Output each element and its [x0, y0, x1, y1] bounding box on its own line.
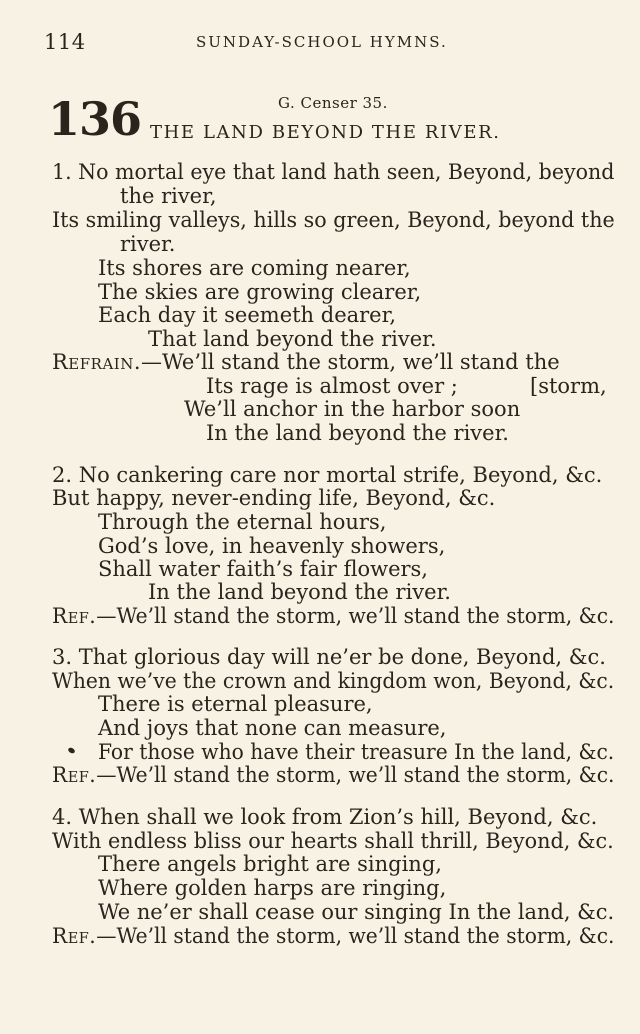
verse-2-line-4: God’s love, in heavenly showers,	[98, 534, 446, 558]
verse-3-refrain	[52, 763, 614, 787]
hymn-title: THE LAND BEYOND THE RIVER.	[150, 122, 501, 143]
refrain-line-3: We’ll anchor in the harbor soon	[184, 397, 521, 421]
refrain-label: Refrain.	[52, 350, 142, 374]
verse-1-line-5: Its shores are coming nearer,	[98, 256, 411, 280]
verse-3-line-5: For those who have their treasure In the land, &c.	[98, 740, 615, 764]
verse-2-line-3: Through the eternal hours,	[98, 510, 387, 534]
ink-blot-mark	[67, 747, 76, 755]
verse-3-line-1: 3. That glorious day will ne’er be done, Beyond, &c.	[52, 645, 606, 669]
verse-3-line-4: And joys that none can measure,	[98, 716, 447, 740]
verse-4-refrain	[52, 924, 614, 948]
verse-1-line-2: the river,	[120, 184, 217, 208]
refrain-line-4: In the land beyond the river.	[206, 421, 509, 445]
verse-4-refrain-label: Ref.	[52, 924, 97, 948]
verse-4-line-4: Where golden harps are ringing,	[98, 876, 447, 900]
tune-reference: G. Censer 35.	[278, 94, 388, 112]
refrain-text-1: —We’ll stand the storm, we’ll stand the	[141, 350, 560, 374]
verse-3-refrain-text: —We’ll stand the storm, we’ll stand the storm, &c.	[96, 763, 615, 787]
refrain-turnover: [storm,	[530, 374, 607, 398]
verse-2-refrain-label: Ref.	[52, 604, 97, 628]
verse-3-line-2: When we’ve the crown and kingdom won, Beyond, &c.	[52, 669, 615, 693]
refrain-line-1	[52, 350, 560, 374]
verse-2-line-1: 2. No cankering care nor mortal strife, Beyond, &c.	[52, 463, 603, 487]
verse-3-line-3: There is eternal pleasure,	[98, 692, 373, 716]
verse-1-line-3: Its smiling valleys, hills so green, Beyond, beyond the	[52, 208, 615, 232]
page-number: 114	[44, 30, 86, 54]
verse-4-line-5: We ne’er shall cease our singing In the land, &c.	[98, 900, 615, 924]
running-head: SUNDAY-SCHOOL HYMNS.	[196, 33, 448, 51]
verse-4-line-3: There angels bright are singing,	[98, 852, 442, 876]
verse-1-line-7: Each day it seemeth dearer,	[98, 303, 397, 327]
verse-4-refrain-text: —We’ll stand the storm, we’ll stand the storm, &c.	[96, 924, 615, 948]
verse-1-line-6: The skies are growing clearer,	[98, 280, 422, 304]
refrain-line-2: Its rage is almost over ;	[206, 374, 458, 398]
verse-1-line-8: That land beyond the river.	[148, 327, 437, 351]
verse-4-line-2: With endless bliss our hearts shall thrill, Beyond, &c.	[52, 829, 614, 853]
verse-2-line-6: In the land beyond the river.	[148, 580, 451, 604]
hymn-number: 136	[48, 92, 142, 146]
verse-2-refrain	[52, 604, 614, 628]
verse-1-line-4: river.	[120, 232, 176, 256]
verse-2-line-5: Shall water faith’s fair flowers,	[98, 557, 428, 581]
verse-1-line-1: 1. No mortal eye that land hath seen, Beyond, beyond	[52, 160, 615, 184]
verse-4-line-1: 4. When shall we look from Zion’s hill, Beyond, &c.	[52, 805, 598, 829]
verse-3-refrain-label: Ref.	[52, 763, 97, 787]
verse-2-line-2: But happy, never-ending life, Beyond, &c.	[52, 486, 496, 510]
verse-2-refrain-text: —We’ll stand the storm, we’ll stand the storm, &c.	[96, 604, 615, 628]
